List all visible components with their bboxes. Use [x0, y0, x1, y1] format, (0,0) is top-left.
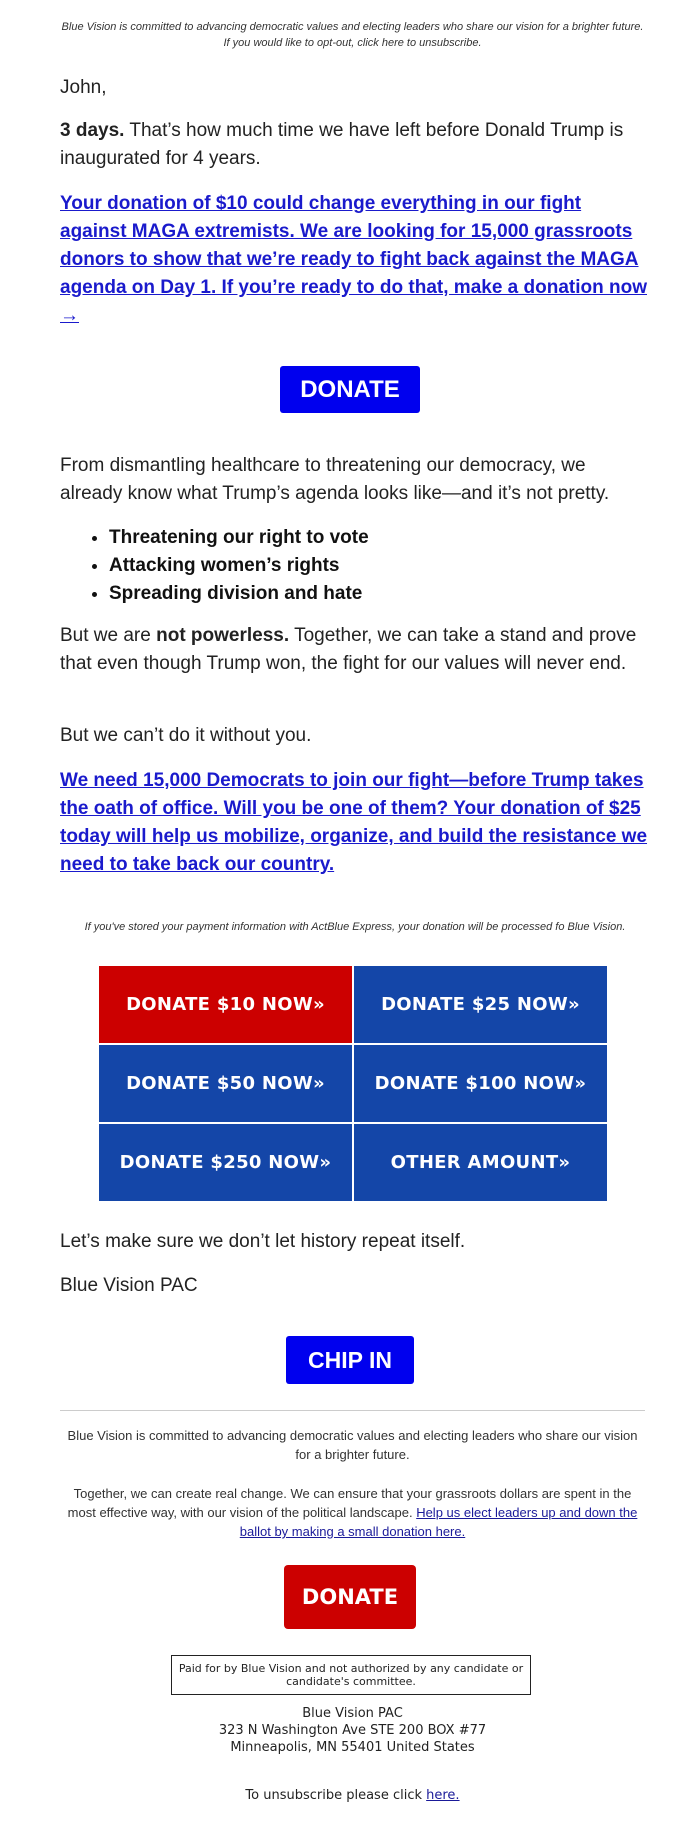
chip-in-button[interactable]: CHIP IN: [286, 1336, 414, 1384]
donation-link-1[interactable]: Your donation of $10 could change everything in our fight against MAGA extremists. We are looking for 15,000 grassroots donors to show that we’re ready to fight back against the MAGA agenda on Day 1. If you’re ready to do that, make a donation now →: [60, 193, 647, 326]
footer-donate-button[interactable]: DONATE: [284, 1565, 416, 1629]
agenda-paragraph: From dismantling healthcare to threatening our democracy, we already know what Trump’s agenda looks like—and it’s not pretty.: [60, 455, 610, 504]
history-paragraph: Let’s make sure we don’t let history repeat itself.: [60, 1231, 466, 1252]
donate-100-button[interactable]: DONATE $100 NOW»: [354, 1045, 607, 1122]
donate-50-button[interactable]: DONATE $50 NOW»: [99, 1045, 352, 1122]
list-item: • Spreading division and hate: [109, 580, 669, 608]
intro-text: That’s how much time we have left before Donald Trump is inaugurated for 4 years.: [60, 120, 624, 169]
divider: [60, 1410, 645, 1411]
donate-10-button[interactable]: DONATE $10 NOW»: [99, 966, 352, 1043]
address-line1: 323 N Washington Ave STE 200 BOX #77: [218, 1723, 487, 1738]
list-item: • Threatening our right to vote: [109, 524, 669, 552]
unsubscribe-text: To unsubscribe please click: [245, 1788, 427, 1803]
donation-link-2[interactable]: We need 15,000 Democrats to join our fight—before Trump takes the oath of office. Will you be one of them? Your donation of $25 today will help us mobilize, organize, and build the resistance we need to take back our country.: [60, 770, 648, 875]
powerless-post: Together, we can take a stand and prove that even though Trump won, the fight for our values will never end.: [60, 625, 637, 674]
intro-bold: 3 days.: [60, 120, 125, 141]
footer-together-text: Together, we can create real change. We can ensure that your grassroots dollars are spent in the most effective way, with our vision of the political landscape.: [67, 1486, 632, 1520]
address-line2: Minneapolis, MN 55401 United States: [230, 1740, 475, 1755]
agenda-list: [60, 524, 669, 608]
footer-together: [60, 1484, 645, 1541]
footer-donate-link[interactable]: Help us elect leaders up and down the ballot by making a small donation here.: [239, 1505, 638, 1539]
address-name: Blue Vision PAC: [302, 1706, 403, 1721]
donation-grid: [99, 966, 605, 1201]
unsubscribe-link[interactable]: here.: [426, 1788, 460, 1803]
optout-note: Blue Vision is committed to advancing democratic values and electing leaders who share our vision for a brighter future. If you would like to opt-out, click here to unsubscribe.: [61, 21, 644, 49]
signature: Blue Vision PAC: [60, 1275, 198, 1296]
donate-button[interactable]: DONATE: [280, 366, 420, 413]
powerless-paragraph: [60, 622, 650, 678]
unsubscribe-line: [60, 1788, 645, 1803]
actblue-note: If you've stored your payment information with ActBlue Express, your donation will be processed fo Blue Vision.: [84, 921, 626, 933]
powerless-pre: But we are: [60, 625, 157, 646]
paid-for-disclaimer: Paid for by Blue Vision and not authorized by any candidate or candidate's committee.: [171, 1655, 531, 1695]
greeting: John,: [60, 77, 107, 98]
powerless-bold: not powerless.: [156, 625, 290, 646]
other-amount-button[interactable]: OTHER AMOUNT»: [354, 1124, 607, 1201]
mailing-address: [60, 1705, 645, 1756]
donate-250-button[interactable]: DONATE $250 NOW»: [99, 1124, 352, 1201]
footer-commitment: Blue Vision is committed to advancing democratic values and electing leaders who share our vision for a brighter future.: [67, 1428, 638, 1462]
list-item: • Attacking women’s rights: [109, 552, 669, 580]
donate-25-button[interactable]: DONATE $25 NOW»: [354, 966, 607, 1043]
without-you-paragraph: But we can’t do it without you.: [60, 725, 312, 746]
intro-paragraph: [60, 117, 650, 173]
